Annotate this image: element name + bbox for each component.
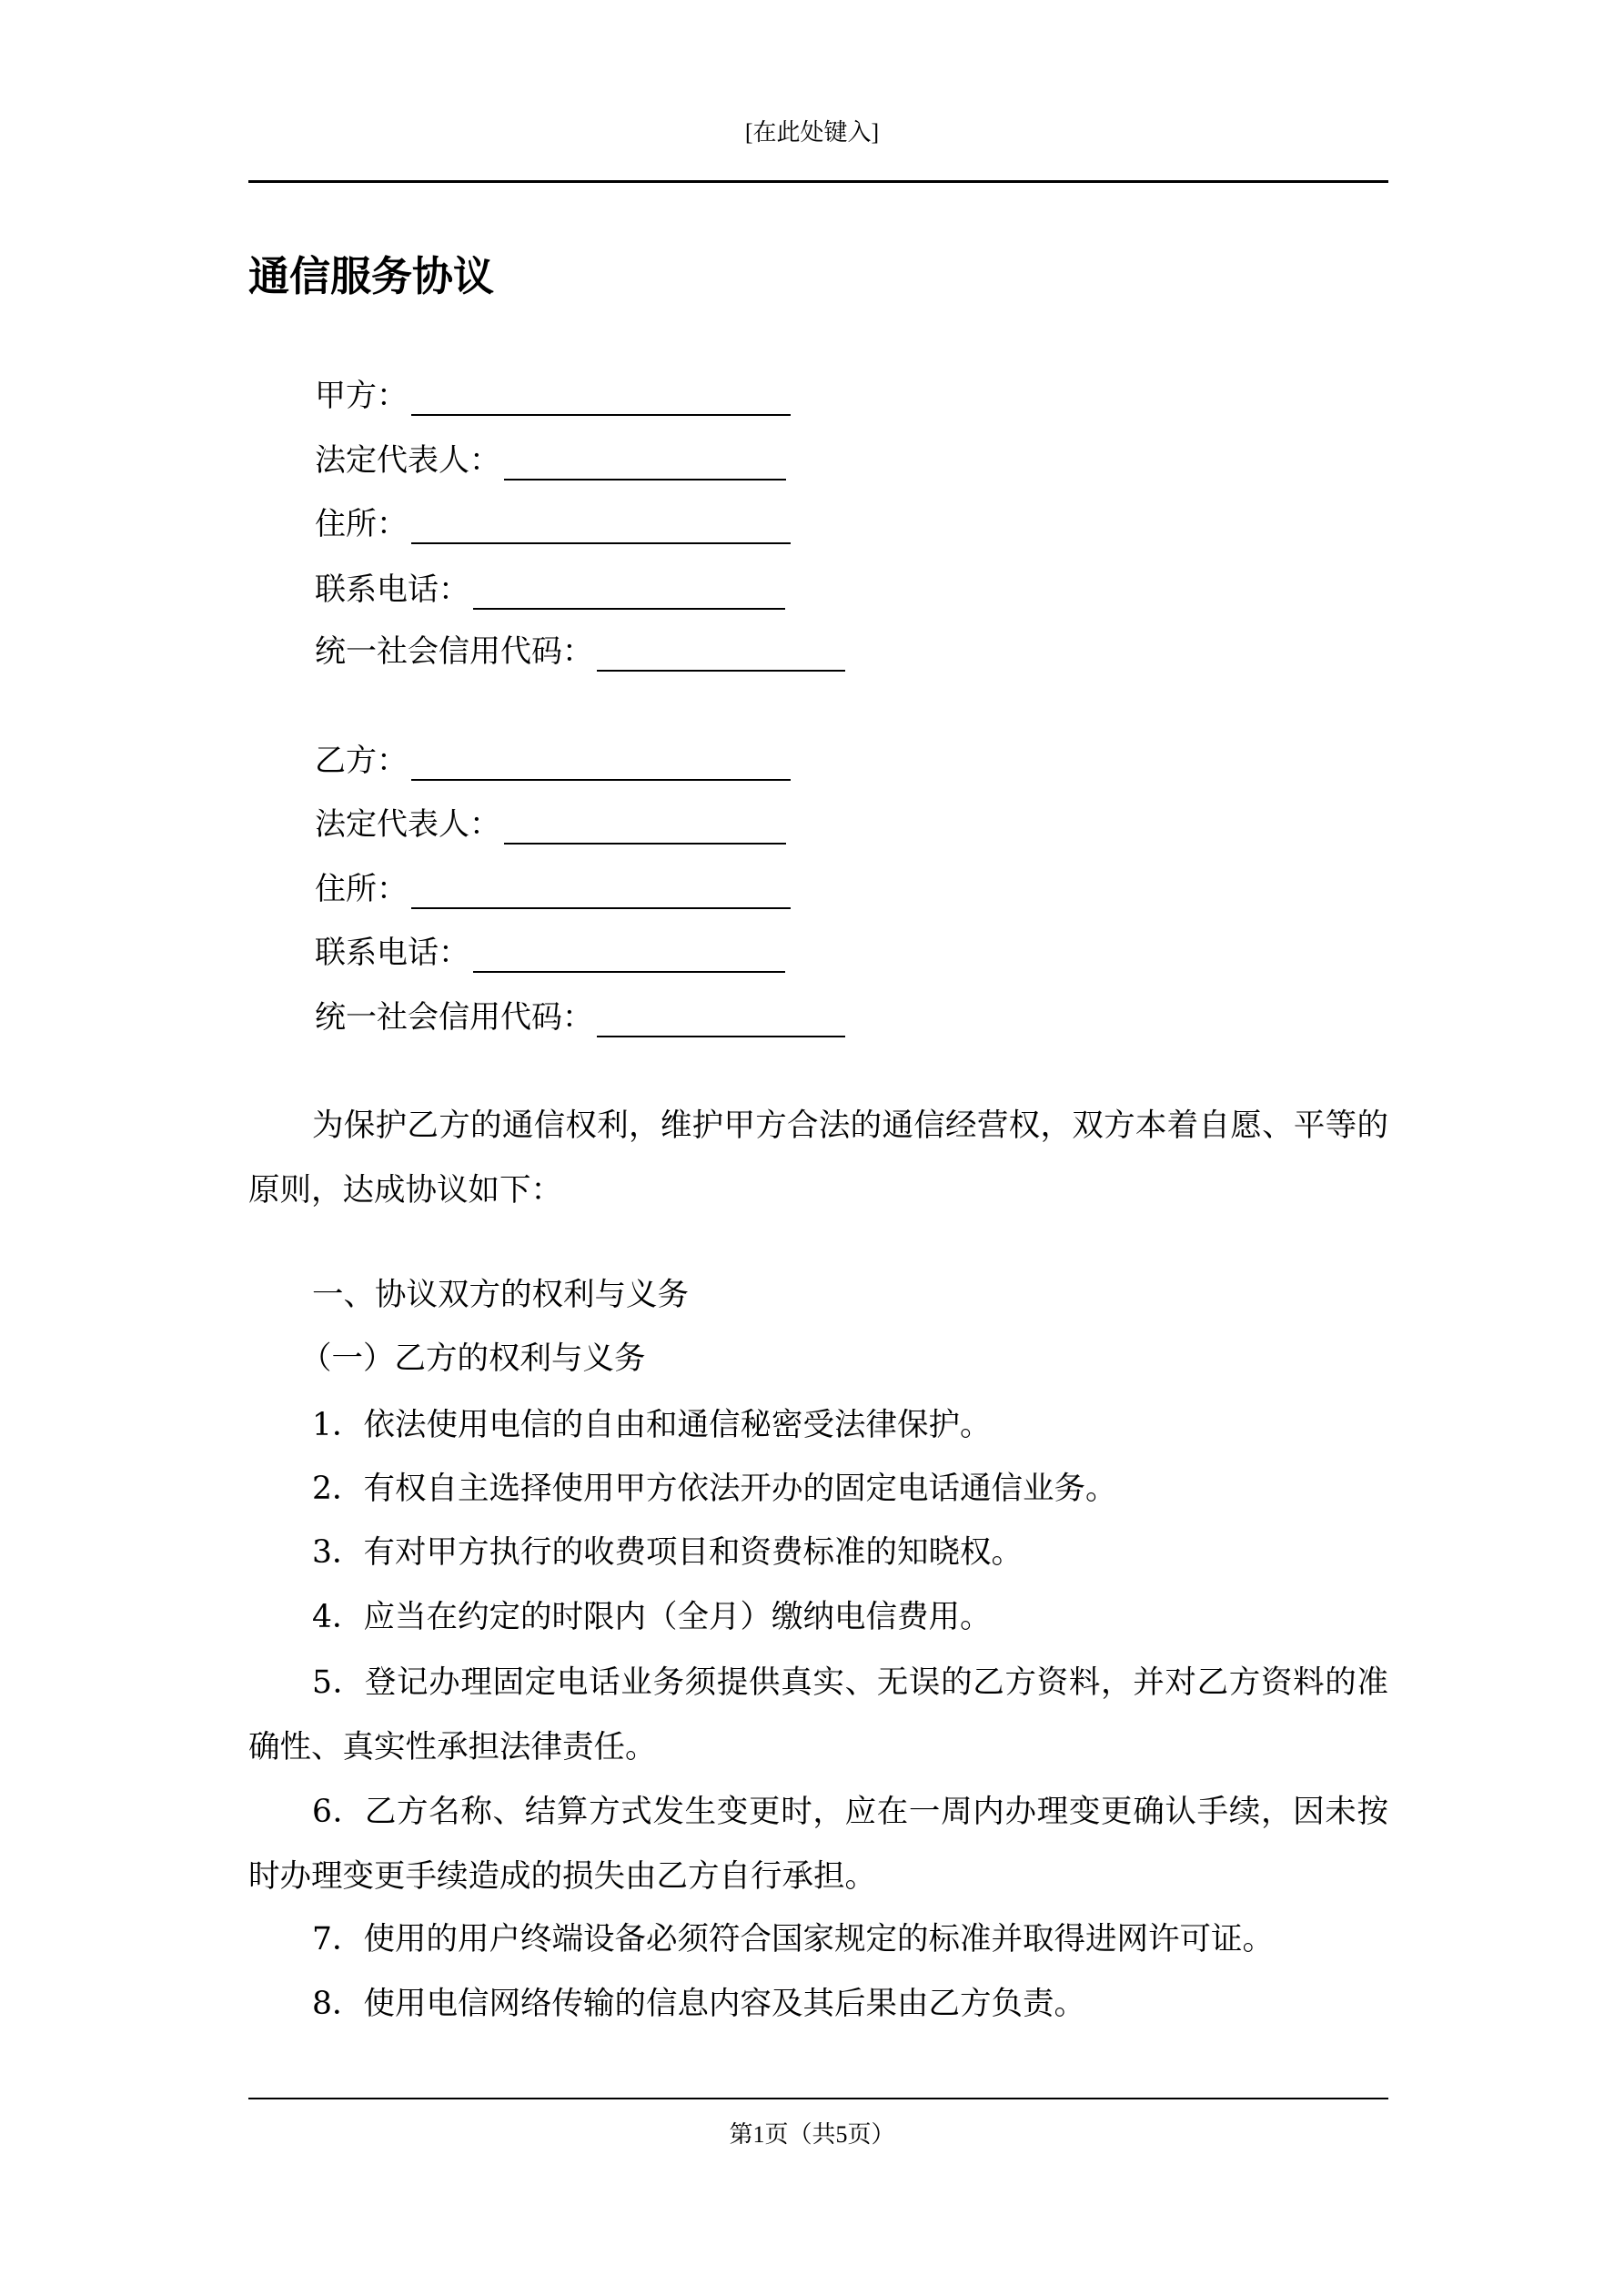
field-label: 住所： — [315, 871, 408, 907]
blank-line[interactable] — [411, 510, 791, 544]
list-item: 5．登记办理固定电话业务须提供真实、无误的乙方资料，并对乙方资料的准确性、真实性承担法律责任。 — [248, 1664, 1388, 1765]
field-label: 统一社会信用代码： — [315, 633, 593, 670]
document-title: 通信服务协议 — [248, 252, 495, 300]
blank-line[interactable] — [473, 938, 785, 973]
blank-line[interactable] — [504, 810, 786, 845]
list-item: 8．使用电信网络传输的信息内容及其后果由乙方负责。 — [312, 1986, 1085, 2022]
list-item: 3．有对甲方执行的收费项目和资费标准的知晓权。 — [312, 1534, 1023, 1571]
party-b-address-field[interactable] — [315, 869, 791, 909]
page-number: 第1页（共5页） — [729, 2121, 895, 2148]
blank-line[interactable] — [411, 746, 791, 781]
intro-paragraph: 为保护乙方的通信权利，维护甲方合法的通信经营权，双方本着自愿、平等的原则，达成协议如下： — [248, 1108, 1388, 1209]
blank-line[interactable] — [411, 381, 791, 416]
party-a-name-field[interactable] — [315, 376, 791, 416]
blank-line[interactable] — [473, 575, 785, 610]
section-heading: 一、协议双方的权利与义务 — [312, 1277, 689, 1313]
blank-line[interactable] — [597, 637, 845, 672]
field-label: 法定代表人： — [315, 442, 500, 479]
subsection-heading: （一）乙方的权利与义务 — [300, 1340, 646, 1377]
blank-line[interactable] — [597, 1003, 845, 1037]
field-label: 联系电话： — [315, 571, 469, 608]
party-b-representative-field[interactable] — [315, 804, 786, 845]
list-item: 7．使用的用户终端设备必须符合国家规定的标准并取得进网许可证。 — [312, 1921, 1274, 1957]
list-item: 6．乙方名称、结算方式发生变更时，应在一周内办理变更确认手续，因未按时办理变更手续造成的损失由乙方自行承担。 — [248, 1794, 1388, 1895]
party-a-credit-code-field[interactable] — [315, 632, 845, 672]
party-b-name-field[interactable] — [315, 741, 791, 781]
list-item: 4．应当在约定的时限内（全月）缴纳电信费用。 — [312, 1599, 992, 1635]
list-item: 2．有权自主选择使用甲方依法开办的固定电话通信业务。 — [312, 1471, 1117, 1507]
party-a-phone-field[interactable] — [315, 570, 785, 610]
blank-line[interactable] — [411, 875, 791, 909]
header-placeholder[interactable]: [在此处键入] — [744, 119, 880, 146]
header-rule — [248, 180, 1388, 183]
footer-rule — [248, 2098, 1388, 2099]
field-label: 住所： — [315, 506, 408, 542]
party-a-address-field[interactable] — [315, 504, 791, 544]
field-label: 乙方： — [315, 743, 408, 779]
party-b-credit-code-field[interactable] — [315, 997, 845, 1037]
field-label: 法定代表人： — [315, 806, 500, 843]
party-a-representative-field[interactable] — [315, 440, 786, 480]
field-label: 联系电话： — [315, 935, 469, 971]
list-item: 1．依法使用电信的自由和通信秘密受法律保护。 — [312, 1407, 992, 1443]
party-b-phone-field[interactable] — [315, 933, 785, 973]
field-label: 甲方： — [315, 378, 408, 414]
field-label: 统一社会信用代码： — [315, 999, 593, 1036]
blank-line[interactable] — [504, 446, 786, 480]
